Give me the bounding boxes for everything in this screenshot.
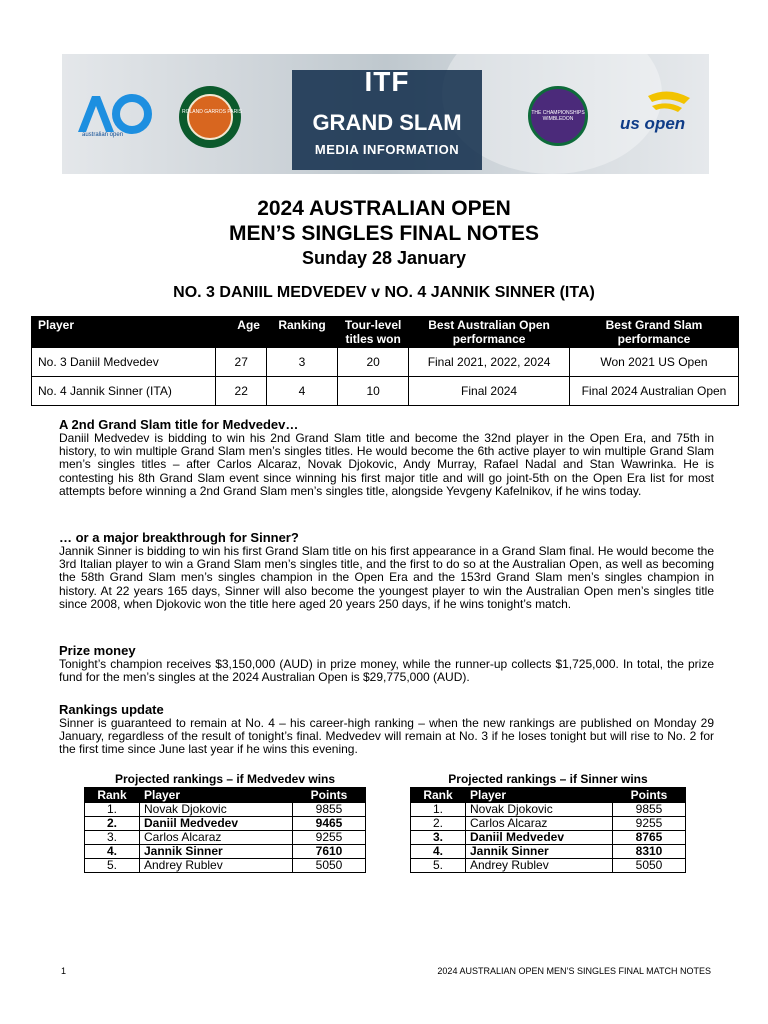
section-paragraph: Tonight’s champion receives $3,150,000 (AUD) in prize money, while the runner-up collects $1,725,000. In total, the prize fund for the men’s singles at the 2024 Australian Open is $29,775,000 (AUD). bbox=[59, 657, 714, 685]
section-heading: Prize money bbox=[59, 643, 136, 658]
footer-title: 2024 AUSTRALIAN OPEN MEN’S SINGLES FINAL MATCH NOTES bbox=[437, 966, 711, 976]
rank-cell: 5. bbox=[411, 859, 466, 873]
player-cell: Daniil Medvedev bbox=[140, 817, 293, 831]
player-cell: Andrey Rublev bbox=[466, 859, 613, 873]
section-heading: … or a major breakthrough for Sinner? bbox=[59, 530, 299, 545]
table-cell: 4 bbox=[266, 377, 337, 406]
matchup-heading: NO. 3 DANIIL MEDVEDEV v NO. 4 JANNIK SINNER (ITA) bbox=[173, 284, 595, 301]
column-header: Player bbox=[32, 317, 216, 348]
table-row bbox=[411, 859, 686, 873]
australian-open-logo-text: australian open bbox=[82, 132, 124, 138]
media-information-heading: MEDIA INFORMATION bbox=[314, 142, 460, 157]
column-header: Tour-level titles won bbox=[338, 317, 409, 348]
table-row bbox=[32, 377, 739, 406]
section-paragraph: Sinner is guaranteed to remain at No. 4 – his career-high ranking – when the new rankings are published on Monday 29 January, regardless of the result of tonight’s final. Medvedev will remain at No. 3 if he loses tonight but will rise to No. 2 for the first time since June last year if he wins this evening. bbox=[59, 716, 714, 757]
table-cell: 20 bbox=[338, 348, 409, 377]
column-header: Points bbox=[293, 788, 366, 803]
section-paragraph: Jannik Sinner is bidding to win his first Grand Slam title on his first appearance in a Grand Slam final. He would become the 3rd Italian player to win a Grand Slam men’s singles title, and the first to do so at the Australian Open, as well as becoming the 58th Grand Slam men’s singles champion in the Open Era and the 153rd Grand Slam men’s singles champion in history. At 22 years 165 days, Sinner will also become the youngest player to win the Australian Open men’s singles title since 2008, when Djokovic won the title here aged 20 years 250 days, if he wins tonight’s match. bbox=[59, 544, 714, 611]
itf-logo-text: ITF bbox=[364, 66, 410, 97]
rank-cell: 2. bbox=[411, 817, 466, 831]
column-header: Points bbox=[613, 788, 686, 803]
player-cell: Novak Djokovic bbox=[140, 803, 293, 817]
rank-cell: 2. bbox=[85, 817, 140, 831]
player-cell: Carlos Alcaraz bbox=[466, 817, 613, 831]
column-header: Age bbox=[216, 317, 267, 348]
document-date: Sunday 28 January bbox=[301, 248, 467, 268]
table-cell: 27 bbox=[216, 348, 267, 377]
table-row bbox=[85, 859, 366, 873]
section-sinner bbox=[59, 530, 714, 611]
points-cell: 8765 bbox=[613, 831, 686, 845]
table-row bbox=[85, 817, 366, 831]
document-title: 2024 AUSTRALIAN OPEN bbox=[257, 197, 511, 220]
table-header-row bbox=[411, 788, 686, 803]
projected-sinner-table bbox=[410, 787, 686, 873]
player-cell: Novak Djokovic bbox=[466, 803, 613, 817]
points-cell: 9465 bbox=[293, 817, 366, 831]
us-open-logo-text: us open bbox=[620, 114, 686, 133]
section-prize-money bbox=[59, 643, 714, 684]
table-cell: 22 bbox=[216, 377, 267, 406]
projected-sinner-title: Projected rankings – if Sinner wins bbox=[448, 772, 648, 786]
column-header: Player bbox=[466, 788, 613, 803]
points-cell: 5050 bbox=[293, 859, 366, 873]
points-cell: 5050 bbox=[613, 859, 686, 873]
points-cell: 7610 bbox=[293, 845, 366, 859]
rank-cell: 1. bbox=[85, 803, 140, 817]
section-medvedev bbox=[59, 417, 714, 498]
player-cell: Andrey Rublev bbox=[140, 859, 293, 873]
points-cell: 9855 bbox=[613, 803, 686, 817]
points-cell: 9255 bbox=[613, 817, 686, 831]
rank-cell: 3. bbox=[85, 831, 140, 845]
rank-cell: 4. bbox=[411, 845, 466, 859]
roland-garros-logo bbox=[179, 86, 241, 148]
table-row bbox=[85, 845, 366, 859]
table-cell: 10 bbox=[338, 377, 409, 406]
table-row bbox=[411, 803, 686, 817]
player-cell: Daniil Medvedev bbox=[466, 831, 613, 845]
table-row bbox=[85, 803, 366, 817]
table-cell: Final 2021, 2022, 2024 bbox=[409, 348, 570, 377]
table-header-row bbox=[85, 788, 366, 803]
grand-slam-heading: GRAND SLAM bbox=[312, 110, 462, 135]
table-cell: Won 2021 US Open bbox=[569, 348, 738, 377]
column-header: Best Grand Slam performance bbox=[569, 317, 738, 348]
page-number: 1 bbox=[61, 966, 67, 976]
column-header: Rank bbox=[411, 788, 466, 803]
table-row bbox=[85, 831, 366, 845]
projected-medvedev-table bbox=[84, 787, 366, 873]
column-header: Ranking bbox=[266, 317, 337, 348]
rank-cell: 4. bbox=[85, 845, 140, 859]
table-cell: No. 3 Daniil Medvedev bbox=[32, 348, 216, 377]
points-cell: 9855 bbox=[293, 803, 366, 817]
table-cell: No. 4 Jannik Sinner (ITA) bbox=[32, 377, 216, 406]
table-cell: Final 2024 Australian Open bbox=[569, 377, 738, 406]
projected-medvedev-title: Projected rankings – if Medvedev wins bbox=[114, 772, 336, 786]
points-cell: 9255 bbox=[293, 831, 366, 845]
roland-garros-logo-text: ROLAND GARROS PARIS bbox=[182, 109, 242, 115]
player-cell: Jannik Sinner bbox=[466, 845, 613, 859]
table-row bbox=[411, 817, 686, 831]
table-cell: 3 bbox=[266, 348, 337, 377]
rank-cell: 5. bbox=[85, 859, 140, 873]
table-header-row bbox=[32, 317, 739, 348]
document-subtitle: MEN’S SINGLES FINAL NOTES bbox=[229, 222, 539, 245]
section-heading: A 2nd Grand Slam title for Medvedev… bbox=[59, 417, 299, 432]
rank-cell: 1. bbox=[411, 803, 466, 817]
player-cell: Jannik Sinner bbox=[140, 845, 293, 859]
column-header: Rank bbox=[85, 788, 140, 803]
table-row bbox=[32, 348, 739, 377]
column-header: Player bbox=[140, 788, 293, 803]
table-row bbox=[411, 831, 686, 845]
table-cell: Final 2024 bbox=[409, 377, 570, 406]
section-rankings-update bbox=[59, 702, 714, 757]
player-comparison-table bbox=[31, 316, 739, 406]
rank-cell: 3. bbox=[411, 831, 466, 845]
column-header: Best Australian Open performance bbox=[409, 317, 570, 348]
section-paragraph: Daniil Medvedev is bidding to win his 2nd Grand Slam title and become the 32nd player in the Open Era, and 75th in history, to win multiple Grand Slam men’s singles titles. He would become the 6th active player to win multiple Grand Slam men’s singles titles – after Carlos Alcaraz, Novak Djokovic, Andy Murray, Rafael Nadal and Stan Wawrinka. He is contesting his 8th Grand Slam event since winning his first major title and will go joint-5th on the Open Era list for most attempts before winning a 2nd Grand Slam men’s singles title, alongside Yevgeny Kafelnikov, if he wins today. bbox=[59, 431, 714, 498]
wimbledon-logo-text: THE CHAMPIONSHIPS WIMBLEDON bbox=[531, 110, 585, 122]
header-banner bbox=[62, 54, 709, 174]
points-cell: 8310 bbox=[613, 845, 686, 859]
section-heading: Rankings update bbox=[59, 702, 164, 717]
player-cell: Carlos Alcaraz bbox=[140, 831, 293, 845]
table-row bbox=[411, 845, 686, 859]
